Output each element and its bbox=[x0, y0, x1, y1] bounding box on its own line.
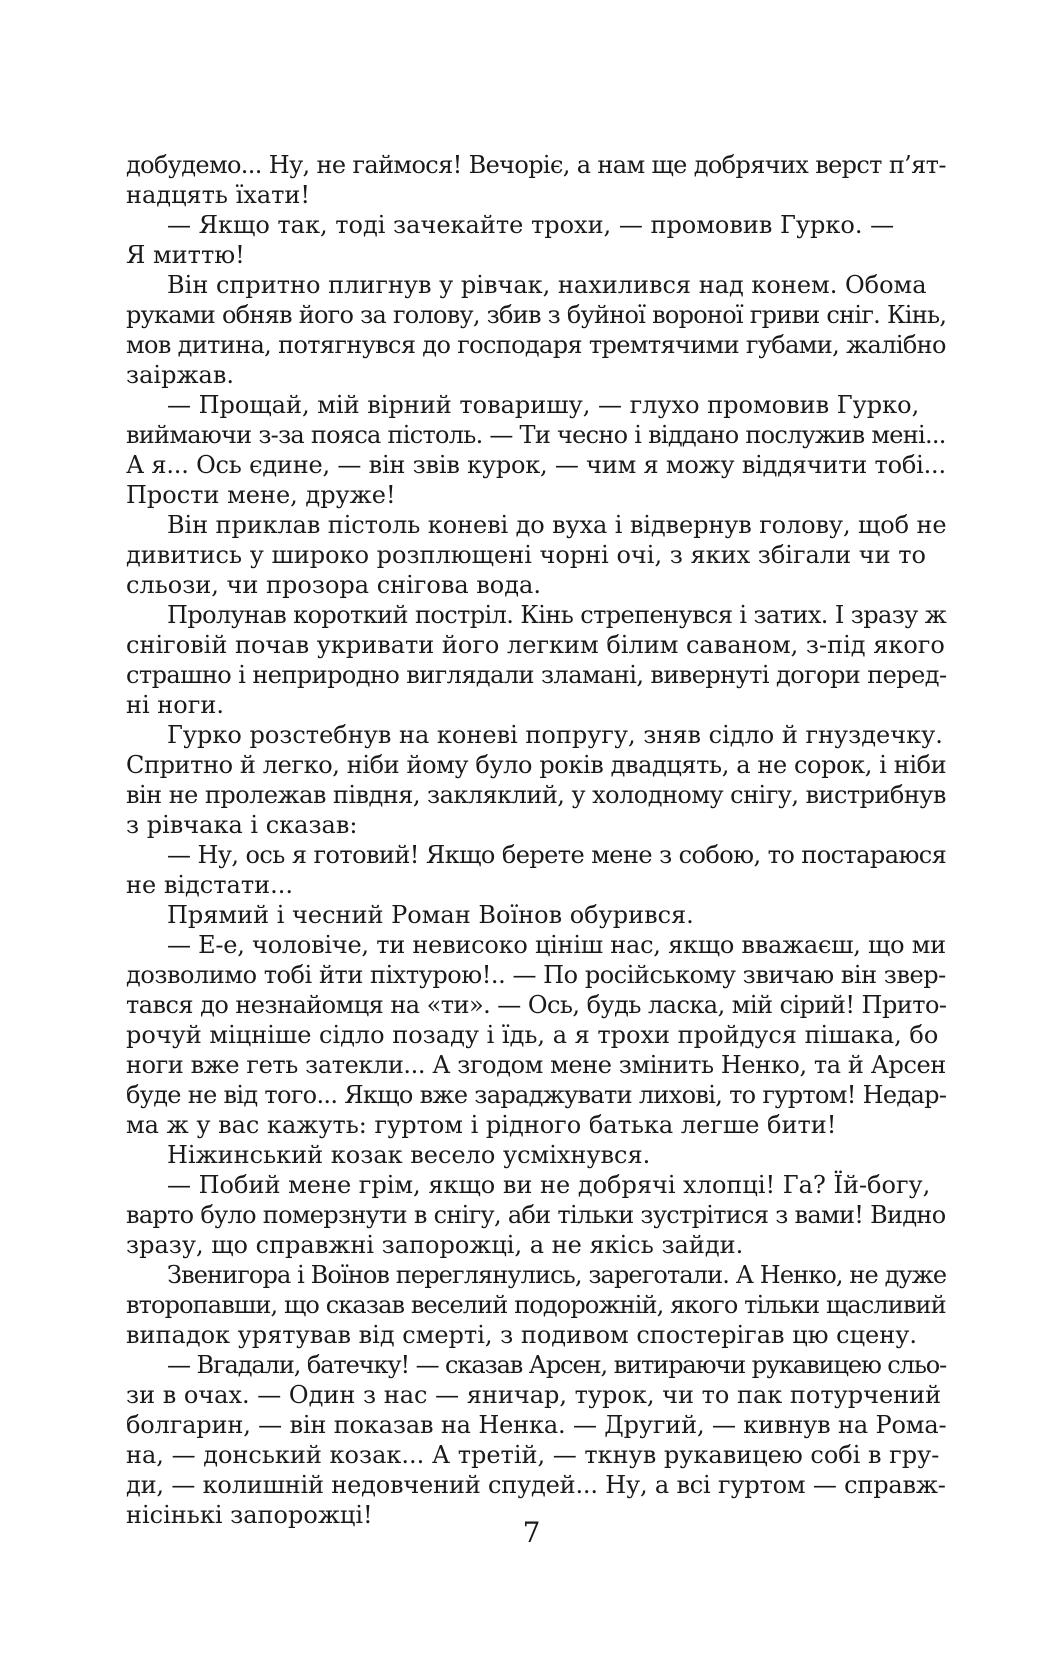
text-line: дозволимо тобі йти піхтурою!.. — По російському звичаю він звер- bbox=[126, 961, 946, 989]
text-line: ноги вже геть затекли... А згодом мене змінить Ненко, та й Арсен bbox=[126, 1051, 946, 1079]
text-line: А я... Ось єдине, — він звів курок, — чим я можу віддячити тобі... bbox=[126, 451, 946, 479]
text-line: ні ноги. bbox=[126, 691, 224, 719]
text-line: Звенигора і Воїнов переглянулись, зареготали. А Ненко, не дуже bbox=[167, 1261, 947, 1289]
text-line: Спритно й легко, ніби йому було років двадцять, а не сорок, і ніби bbox=[126, 751, 947, 779]
text-line: зи в очах. — Один з нас — яничар, турок, чи то пак потурчений bbox=[126, 1381, 942, 1409]
text-line: — Ну, ось я готовий! Якщо берете мене з собою, то постараюся bbox=[167, 841, 947, 869]
text-line: ма ж у вас кажуть: гуртом і рідного батька легше бити! bbox=[126, 1111, 837, 1139]
body-text bbox=[126, 150, 946, 1530]
text-line: дивитись у широко розплющені чорні очі, з яких збігали чи то bbox=[126, 541, 926, 569]
text-line: — Якщо так, тоді зачекайте трохи, — промовив Гурко. — bbox=[167, 211, 895, 239]
text-line: не відстати... bbox=[126, 871, 293, 899]
text-line: руками обняв його за голову, збив з буйної вороної гриви сніг. Кінь, bbox=[126, 301, 947, 329]
text-line: Прямий і чесний Роман Воїнов обурився. bbox=[167, 901, 694, 929]
text-line: тався до незнайомця на «ти». — Ось, будь ласка, мій сірий! Прито- bbox=[126, 991, 947, 1019]
text-line: ди, — колишній недовчений спудей... Ну, а всі гуртом — справж- bbox=[126, 1471, 946, 1499]
text-line: випадок урятував від смерті, з подивом спостерігав цю сцену. bbox=[126, 1321, 917, 1349]
text-line: варто було померзнути в снігу, аби тільки зустрітися з вами! Видно bbox=[126, 1201, 946, 1229]
text-line: — Вгадали, батечку! — сказав Арсен, витираючи рукавицею сльо- bbox=[167, 1351, 947, 1379]
text-line: на, — донський козак... А третій, — ткнув рукавицею собі в гру- bbox=[126, 1441, 940, 1469]
text-line: — Е-е, чоловіче, ти невисоко цініш нас, якщо вважаєш, що ми bbox=[167, 931, 946, 959]
text-line: сльози, чи прозора снігова вода. bbox=[126, 571, 541, 599]
text-line: — Побий мене грім, якщо ви не добрячі хлопці! Га? Їй-богу, bbox=[167, 1171, 931, 1199]
text-line: заіржав. bbox=[126, 361, 234, 389]
text-line: рочуй міцніше сідло позаду і їдь, а я трохи пройдуся пішака, бо bbox=[126, 1021, 939, 1049]
text-line: Гурко розстебнув на коневі попругу, зняв сідло й гнуздечку. bbox=[167, 721, 943, 749]
text-line: виймаючи з-за пояса пістоль. — Ти чесно і віддано послужив мені... bbox=[126, 421, 946, 449]
text-line: зразу, що справжні запорожці, а не якісь зайди. bbox=[126, 1231, 744, 1259]
text-line: Він спритно плигнув у рівчак, нахилився над конем. Обома bbox=[167, 271, 927, 299]
text-line: второпавши, що сказав веселий подорожній, якого тільки щасливий bbox=[126, 1291, 946, 1319]
text-line: сніговій почав укривати його легким білим саваном, з-під якого bbox=[126, 631, 945, 659]
text-line: болгарин, — він показав на Ненка. — Другий, — кивнув на Рома- bbox=[126, 1411, 947, 1439]
text-line: — Прощай, мій вірний товаришу, — глухо промовив Гурко, bbox=[167, 391, 920, 419]
text-line: надцять їхати! bbox=[126, 181, 311, 209]
text-line: добудемо... Ну, не гаймося! Вечоріє, а нам ще добрячих верст п’ят- bbox=[126, 151, 946, 179]
text-line: Я миттю! bbox=[126, 241, 245, 269]
text-line: Ніжинський козак весело усміхнувся. bbox=[167, 1141, 651, 1169]
text-line: Прости мене, друже! bbox=[126, 481, 396, 509]
text-line: Він приклав пістоль коневі до вуха і відвернув голову, щоб не bbox=[167, 511, 947, 539]
text-line: з рівчака і сказав: bbox=[126, 811, 358, 839]
text-line: страшно і неприродно виглядали зламані, вивернуті догори перед- bbox=[126, 661, 947, 689]
text-line: Пролунав короткий постріл. Кінь стрепенувся і затих. І зразу ж bbox=[167, 601, 947, 629]
text-line: він не пролежав півдня, закляклий, у холодному снігу, вистрибнув bbox=[126, 781, 946, 809]
page-number: 7 bbox=[522, 1516, 541, 1549]
text-line: нісінькі запорожці! bbox=[126, 1501, 373, 1529]
text-line: буде не від того... Якщо вже зараджувати лихові, то гуртом! Недар- bbox=[126, 1081, 947, 1109]
text-line: мов дитина, потягнувся до господаря тремтячими губами, жалібно bbox=[126, 331, 946, 359]
